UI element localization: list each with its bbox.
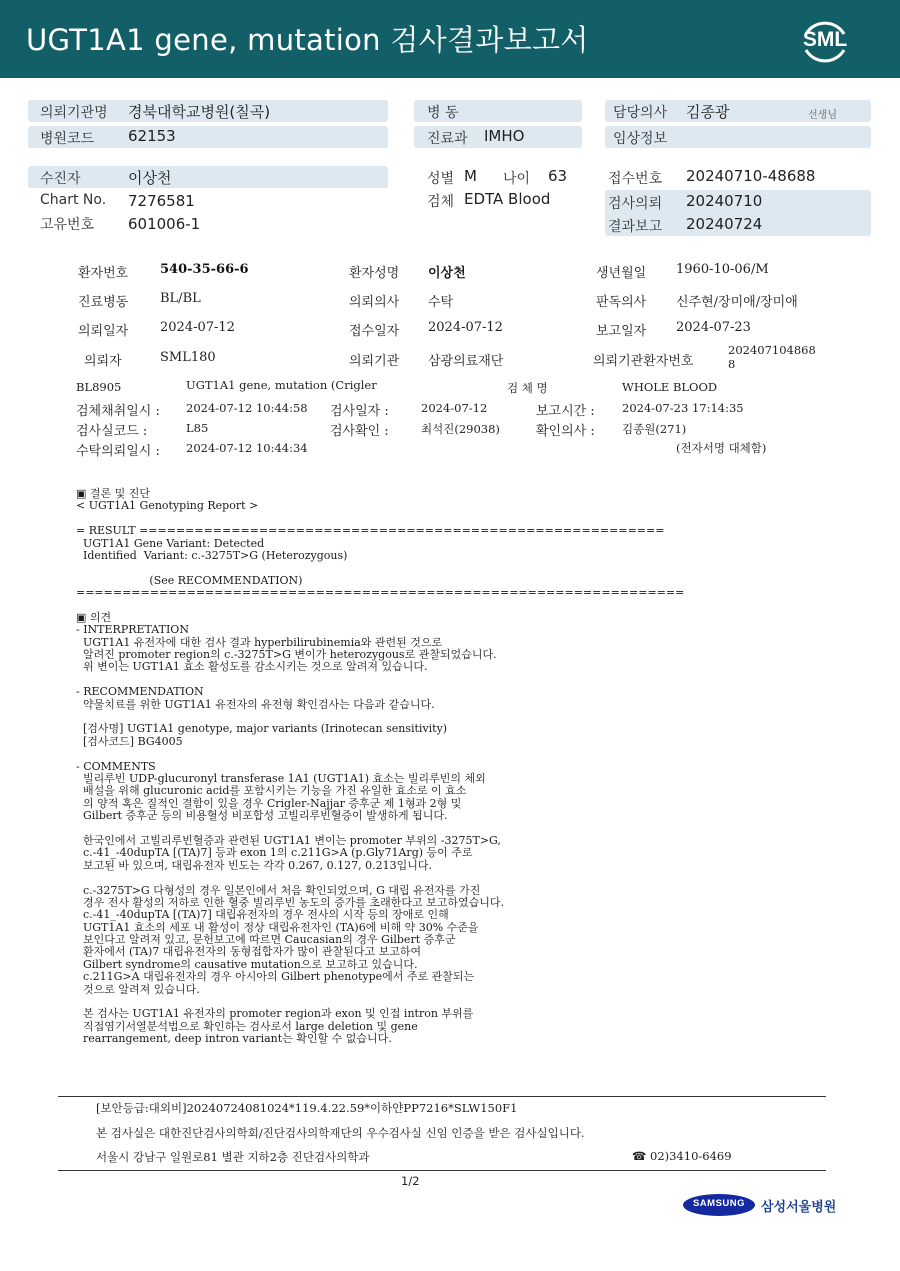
recv-date-value: 2024-07-12 [428, 320, 503, 335]
report-line: 약물치료를 위한 UGT1A1 유전자의 유전형 확인검사는 다음과 같습니다. [76, 697, 435, 711]
ward-label: 병 동 [427, 105, 459, 121]
report-line: c.-41_-40dupTA [(TA)7] 대립유전자의 경우 전사의 시작 등의 장애로 인해 [76, 908, 449, 922]
unique-value: 601006-1 [128, 215, 201, 233]
doctor-value: 김종광 [686, 103, 730, 121]
hospital-code-value: 62153 [128, 127, 176, 145]
report-line [76, 872, 684, 884]
report-line: UGT1A1 효소의 세포 내 활성이 정상 대립유전자인 (TA)6에 비해 약 30% 수준을 [76, 920, 479, 934]
report-line: (See RECOMMENDATION) [76, 573, 303, 587]
report-line: Gilbert syndrome의 causative mutation으로 보고하고 있습니다. [76, 957, 418, 971]
report-line: ▣ 의견 [76, 610, 112, 624]
test-code: BL8905 [76, 380, 122, 394]
report-line: 한국인에서 고빌리루빈혈증과 관련된 UGT1A1 변이는 promoter 부위의 -3275T>G, [76, 833, 501, 847]
report-value: 20240724 [686, 215, 763, 233]
report-line: ▣ 결론 및 진단 [76, 487, 151, 500]
report-line: < UGT1A1 Genotyping Report > [76, 499, 259, 513]
report-line [76, 748, 684, 760]
chart-label: Chart No. [40, 192, 107, 208]
specimen-name-label: 검 체 명 [507, 381, 548, 395]
doctor-label: 담당의사 [613, 105, 668, 121]
recv-date-label: 접수일자 [349, 324, 400, 339]
report-line: 알려진 promoter region의 c.-3275T>G 변이가 heterozygous로 관찰되었습니다. [76, 648, 497, 662]
ref-date-label: 의뢰일자 [78, 324, 129, 339]
report-line: 것으로 알려져 있습니다. [76, 982, 200, 996]
report-line: [검사코드] BG4005 [76, 734, 183, 748]
patient-name-label: 환자성명 [349, 266, 400, 281]
collect-label: 검체채취일시 : [76, 404, 160, 419]
header-banner [0, 0, 900, 78]
confirm-label: 검사확인 : [330, 424, 389, 439]
ref-patient-no-label: 의뢰기관환자번호 [593, 354, 694, 369]
reader-value: 신주현/장미애/장미애 [676, 295, 798, 310]
dept-value: IMHO [484, 127, 525, 145]
consign-value: 2024-07-12 10:44:34 [186, 441, 308, 455]
report-time-value: 2024-07-23 17:14:35 [622, 401, 744, 415]
report-line: 위 변이는 UGT1A1 효소 활성도를 감소시키는 것으로 알려져 있습니다. [76, 660, 428, 674]
report-line: ================================================================== [76, 586, 685, 600]
chart-value: 7276581 [128, 192, 195, 210]
patient-name-value: 이상천 [428, 266, 466, 281]
phone-icon: ☎ [632, 1149, 647, 1163]
birth-label: 생년월일 [596, 266, 647, 281]
referrer-label: 의뢰자 [84, 354, 122, 369]
institution-label: 의뢰기관명 [40, 105, 108, 121]
report-line: c.211G>A 대립유전자의 경우 아시아의 Gilbert phenotype에서 주로 관찰되는 [76, 970, 475, 984]
report-line [76, 562, 684, 574]
report-line: 보고된 바 있으며, 대립유전자 빈도는 각각 0.267, 0.127, 0.213입니다. [76, 858, 432, 872]
age-label: 나이 [503, 171, 531, 187]
report-date-label: 보고일자 [596, 324, 647, 339]
age-value: 63 [548, 167, 568, 185]
address-line: 서울시 강남구 일원로81 별관 지하2층 진단검사의학과 [96, 1150, 370, 1164]
phone-number: 02)3410-6469 [650, 1149, 732, 1163]
lab-code-label: 검사실코드 : [76, 424, 148, 439]
report-line: 빌리루빈 UDP-glucuronyl transferase 1A1 (UGT1A1) 효소는 빌리루빈의 체외 [76, 771, 486, 785]
ref-patient-no-line1: 202407104868 [728, 343, 816, 357]
report-line: - RECOMMENDATION [76, 685, 204, 699]
receipt-no-label: 접수번호 [608, 171, 663, 187]
report-line: Identified Variant: c.-3275T>G (Heterozygous) [76, 548, 348, 562]
specimen-name-value: WHOLE BLOOD [622, 380, 718, 394]
ref-date-value: 2024-07-12 [160, 320, 235, 335]
clinic-ward-value: BL/BL [160, 291, 201, 306]
report-line: - COMMENTS [76, 759, 156, 773]
report-line: 보인다고 알려져 있고, 문헌보고에 따르면 Caucasian의 경우 Gilbert 증후군 [76, 933, 456, 947]
consign-label: 수탁의뢰일시 : [76, 444, 160, 459]
test-name: UGT1A1 gene, mutation (Crigler [186, 378, 377, 392]
hospital-code-label: 병원코드 [40, 131, 95, 147]
report-time-label: 보고시간 : [536, 404, 595, 419]
patient-no-label: 환자번호 [78, 266, 129, 281]
report-date-value: 2024-07-23 [676, 320, 751, 335]
report-line [76, 600, 684, 612]
ref-inst-label: 의뢰기관 [349, 354, 400, 369]
samsung-logo-text: SAMSUNG [692, 1198, 746, 1209]
request-label: 검사의뢰 [608, 196, 663, 212]
samsung-logo [683, 1193, 755, 1217]
clinical-label: 임상정보 [613, 131, 668, 147]
certification-line: 본 검사실은 대한진단검사의학회/진단검사의학재단의 우수검사실 신임 인증을 받은 검사실입니다. [96, 1126, 585, 1140]
security-line: [보안등급:대외비]20240724081024*119.4.22.59*이하얀PP7216*SLW150F1 [96, 1101, 518, 1115]
ref-patient-no-line2: 8 [728, 357, 736, 371]
sml-logo [798, 14, 852, 68]
ref-doctor-value: 수탁 [428, 295, 454, 310]
lab-code-value: L85 [186, 421, 209, 435]
confirm-doc-label: 확인의사 : [536, 424, 595, 439]
report-line: = RESULT ========================================================= [76, 524, 665, 538]
specimen-value: EDTA Blood [464, 190, 551, 208]
confirm-value: 최석진(29038) [421, 422, 500, 436]
clinic-ward-label: 진료병동 [78, 295, 129, 310]
birth-value: 1960-10-06/M [676, 262, 769, 277]
ref-doctor-label: 의뢰의사 [349, 295, 400, 310]
footer-divider-bottom [58, 1170, 826, 1171]
report-line: 경우 전사 활성의 저하로 인한 혈중 빌리루빈 농도의 증가를 초래한다고 보고하였습니다. [76, 895, 504, 909]
unique-label: 고유번호 [40, 217, 95, 233]
report-line: 배설을 위해 glucuronic acid를 포함시키는 기능을 가진 유일한 효소로 이 효소 [76, 784, 467, 798]
request-value: 20240710 [686, 192, 763, 210]
receipt-no-value: 20240710-48688 [686, 167, 816, 185]
report-line: UGT1A1 유전자에 대한 검사 결과 hyperbilirubinemia와 관련된 것으로 [76, 635, 443, 649]
footer-divider-top [58, 1096, 826, 1097]
report-line: Gilbert 증후군 등의 비용혈성 비포합성 고빌리루빈혈증이 발생하게 됩니다. [76, 809, 448, 823]
hospital-name: 삼성서울병원 [761, 1200, 837, 1215]
test-date-value: 2024-07-12 [421, 401, 488, 415]
institution-value: 경북대학교병원(칠곡) [128, 103, 271, 121]
collect-value: 2024-07-12 10:44:58 [186, 401, 308, 415]
patient-no-value: 540-35-66-6 [160, 262, 249, 277]
sex-value: M [464, 167, 477, 185]
reader-label: 판독의사 [596, 295, 647, 310]
report-line: - INTERPRETATION [76, 623, 189, 637]
report-line: 직접염기서열분석법으로 확인하는 검사로서 large deletion 및 gene [76, 1019, 418, 1033]
document-title: UGT1A1 gene, mutation 검사결과보고서 [26, 23, 589, 57]
patient-box [28, 166, 388, 188]
sex-label: 성별 [427, 171, 455, 187]
esign-note: (전자서명 대체함) [676, 441, 767, 455]
report-line: rearrangement, deep intron variant는 확인할 수 없습니다. [76, 1032, 392, 1046]
confirm-doc-value: 김종원(271) [622, 422, 687, 436]
test-date-label: 검사일자 : [330, 404, 389, 419]
report-line: [검사명] UGT1A1 genotype, major variants (Irinotecan sensitivity) [76, 722, 448, 736]
report-line: c.-41_-40dupTA [(TA)7] 등과 exon 1의 c.211G>A (p.Gly71Arg) 등이 주로 [76, 846, 473, 860]
report-body [76, 488, 684, 1046]
patient-label: 수진자 [40, 171, 81, 187]
doctor-suffix: 선생님 [808, 110, 837, 121]
referrer-value: SML180 [160, 350, 216, 365]
report-line: 본 검사는 UGT1A1 유전자의 promoter region과 exon 및 인접 intron 부위를 [76, 1007, 474, 1021]
specimen-label: 검체 [427, 194, 455, 210]
report-line: 환자에서 (TA)7 대립유전자의 동형접합자가 많이 관찰된다고 보고하여 [76, 945, 422, 959]
ref-inst-value: 삼광의료재단 [428, 354, 504, 369]
dept-label: 진료과 [427, 131, 468, 147]
patient-value: 이상천 [128, 169, 172, 187]
report-label: 결과보고 [608, 219, 663, 235]
page-number: 1/2 [401, 1174, 420, 1188]
sml-logo-text: SML [802, 28, 848, 51]
report-line: UGT1A1 Gene Variant: Detected [76, 536, 265, 550]
report-line: c.-3275T>G 다형성의 경우 일본인에서 처음 확인되었으며, G 대립 유전자를 가진 [76, 883, 481, 897]
report-line: 의 양적 혹은 질적인 결함이 있을 경우 Crigler-Najjar 증후군 제 1형과 2형 및 [76, 796, 462, 810]
